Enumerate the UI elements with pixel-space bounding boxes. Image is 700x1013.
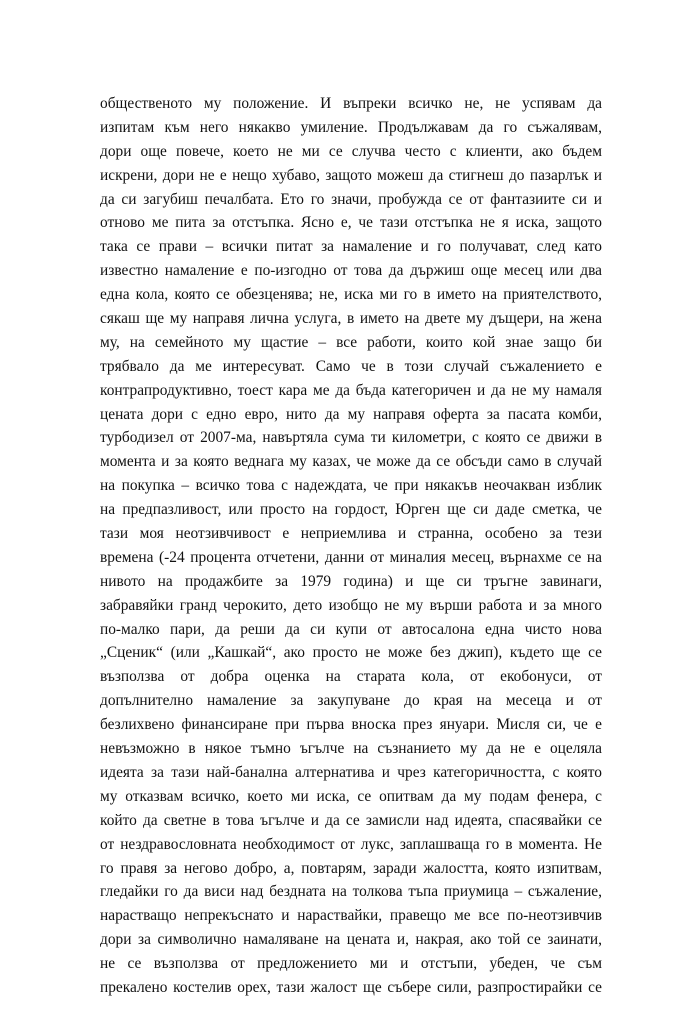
text-line: нарастващо непрекъснато и нараствайки, правещо ме все по-неотзивчив [100, 907, 602, 925]
text-line: времена (-24 процента отчетени, данни от миналия месец, върнахме се на [100, 548, 602, 566]
text-line: момента и за която веднага му казах, че може да се обсъди само в случай [100, 453, 602, 471]
text-line: на предпазливост, или просто на гордост, Юрген ще си даде сметка, че [100, 501, 602, 519]
text-line: общественото му положение. И въпреки всичко не, не успявам да [100, 95, 602, 112]
text-line: невъзможно в някое тъмно ъгълче на съзнанието му да не е оцеляла [100, 740, 602, 758]
text-line: възползва от добра оценка на старата кола, от екобонуси, от [100, 668, 602, 686]
text-line: не се възползва от предложението ми и отстъпи, убеден, че съм [100, 955, 602, 973]
text-line: известно намаление е по-изгодно от това да държиш още месец или два [100, 262, 602, 280]
text-line: една кола, която се обезценява; не, иска ми го в името на приятелството, [100, 286, 602, 304]
text-line: турбодизел от 2007-ма, навъртяла сума ти километри, с която се движи в [100, 429, 602, 447]
text-line: отново ме пита за отстъпка. Ясно е, че тази отстъпка не я иска, защото [100, 214, 602, 232]
text-line: „Сценик“ (или „Кашкай“, ако просто не може без джип), където ще се [100, 644, 602, 662]
text-line: прекалено костелив орех, тази жалост ще събере сили, разпростирайки се [100, 978, 602, 996]
text-line: контрапродуктивно, тоест кара ме да бъда категоричен и да не му намаля [100, 381, 602, 399]
text-line: нивото на продажбите за 1979 година) и ще си тръгне завинаги, [100, 572, 602, 590]
text-line: безлихвено финансиране при първа вноска през януари. Мисля си, че е [100, 716, 602, 734]
text-line: да си загубиш печалбата. Ето го значи, пробужда се от фантазиите си и [100, 190, 602, 208]
text-line: го правя за негово добро, а, повтарям, заради жалостта, която изпитвам, [100, 859, 602, 877]
text-line: на покупка – всичко това с надеждата, че при някакъв неочакван изблик [100, 477, 602, 495]
text-line: сякаш ще му направя лична услуга, в името на двете му дъщери, на жена [100, 310, 602, 328]
text-line: цената дори с едно евро, нито да му направя оферта за пасата комби, [100, 405, 602, 423]
text-line: допълнително намаление за закупуване до края на месеца и от [100, 692, 602, 710]
text-line: дори за символично намаляване на цената и, накрая, ако той се заинати, [100, 931, 602, 949]
text-line: по-малко пари, да реши да си купи от автосалона една чисто нова [100, 620, 602, 638]
text-line: така се прави – всички питат за намаление и го получават, след като [100, 238, 602, 256]
text-line: от нездравословната необходимост от лукс, заплашваща го в момента. Не [100, 835, 602, 853]
text-line: който да светне в това ъгълче и да се замисли над идеята, спасявайки се [100, 811, 602, 829]
text-line: му отказвам всичко, което ми иска, се опитвам да му подам фенера, с [100, 787, 602, 805]
text-line: искрени, дори не е нещо хубаво, защото можеш да стигнеш до пазарлък и [100, 166, 602, 184]
text-line: трябвало да ме интересуват. Само че в този случай съжалението е [100, 357, 602, 375]
text-line: тази моя неотзивчивост е неприемлива и странна, особено за тези [100, 525, 602, 543]
text-line: дори още повече, което не ми се случва често с клиенти, ако бъдем [100, 142, 602, 160]
text-line: забравяйки гранд черокито, дето изобщо не му върши работа и за много [100, 596, 602, 614]
text-line: идеята за тази най-банална алтернатива и чрез категоричността, с която [100, 763, 602, 781]
text-line: му, на семейното му щастие – все работи, които кой знае защо би [100, 333, 602, 351]
body-text [100, 92, 602, 1000]
text-line: изпитам към него някакво умиление. Продължавам да го съжалявам, [100, 118, 602, 136]
text-line: гледайки го да виси над бездната на толкова тъпа приумица – съжаление, [100, 883, 602, 901]
